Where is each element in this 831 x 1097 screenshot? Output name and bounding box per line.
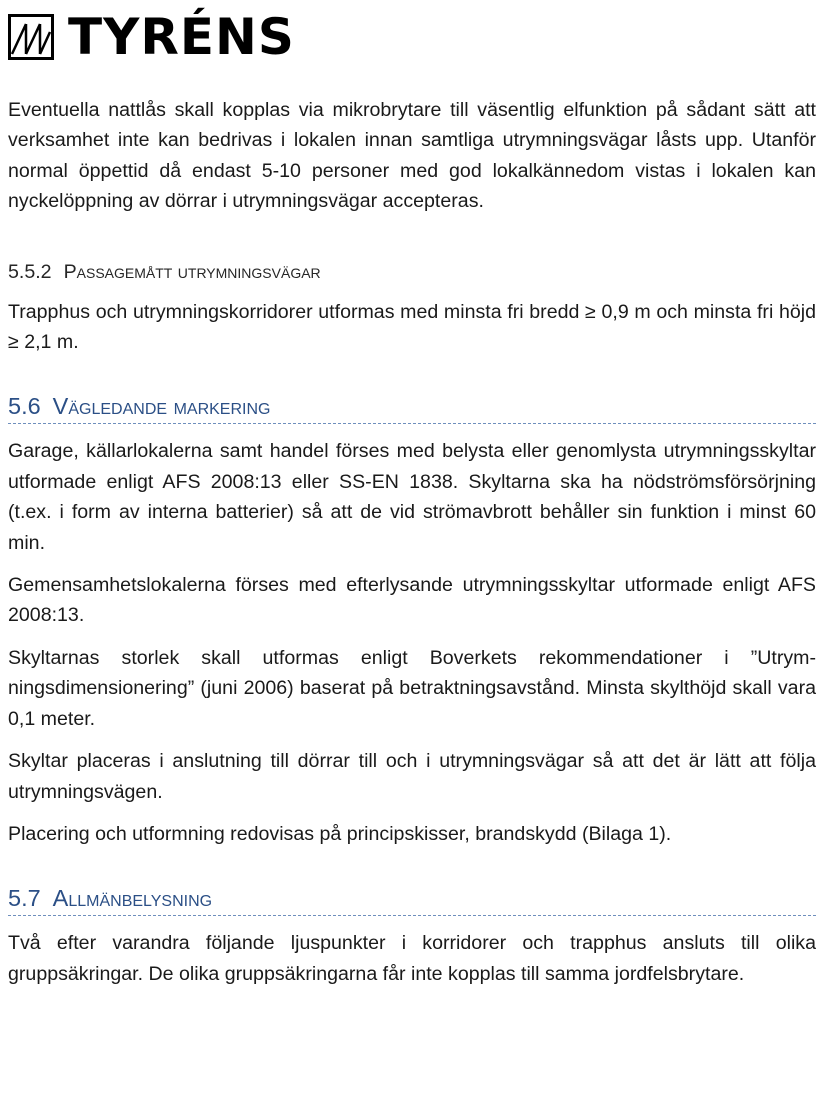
paragraph: Två efter varandra följande ljuspunkter i korridorer och trapphus ansluts till olika gruppsäkringar. De olika gruppsäkringarna får inte kopplas till samma jordfelsbrytare. (8, 932, 816, 985)
paragraph: Garage, källarlokalerna samt handel förses med belysta eller genomlysta utrymningsskyltar utformade enligt AFS 2008:13 eller SS-EN 1838. Skyltarna ska ha nödströmsförsörjning (t.ex. i form av interna batterier) så att de vid strömavbrott behåller sin funktion i minst 60 min. (8, 440, 816, 554)
logo-wordmark: TYRÉNS (68, 8, 295, 66)
tyrens-logo-icon (8, 14, 54, 60)
paragraph: Skyltar placeras i anslutning till dörrar till och i utrymningsvägar så att det är lätt att följa utrymningsvägen. (8, 750, 816, 803)
intro-paragraph: Eventuella nattlås skall kopplas via mikrobrytare till väsentlig elfunktion på sådant sätt att verksamhet inte kan bedrivas i lokalen innan samtliga utrymningsvägar låsts upp. Utanför normal öppettid då endast 5-10 personer med god lokalkännedom vistas i lokalen kan nyckelöppning av dörrar i utrymningsvägar accepteras. (8, 99, 816, 213)
section-number: 5.6 (8, 393, 41, 420)
document-body (8, 95, 816, 1001)
section-title: Allmänbelysning (52, 885, 213, 912)
heading-5-6 (8, 391, 816, 424)
section-number: 5.7 (8, 885, 41, 912)
company-logo (8, 8, 295, 66)
paragraph: Trapphus och utrymningskorridorer utformas med minsta fri bredd ≥ 0,9 m och minsta fri höjd ≥ 2,1 m. (8, 300, 816, 354)
section-number: 5.5.2 (8, 260, 52, 283)
section-title: Vägledande markering (52, 393, 271, 420)
paragraph: Skyltarnas storlek skall utformas enligt Boverkets rekommendationer i ”Utrymningsdimensionering” (juni 2006) baserat på betraktningsavstånd. Minsta skylthöjd skall vara 0,1 meter. (8, 646, 816, 730)
heading-5-7 (8, 883, 816, 916)
paragraph: Gemensamhetslokalerna förses med efterlysande utrymningsskyltar utformade enligt AFS 2008:13. (8, 574, 816, 627)
paragraph: Placering och utformning redovisas på principskisser, brandskydd (Bilaga 1). (8, 822, 672, 845)
heading-5-5-2 (8, 257, 816, 287)
section-title: Passagemått utrymningsvägar (63, 260, 321, 283)
